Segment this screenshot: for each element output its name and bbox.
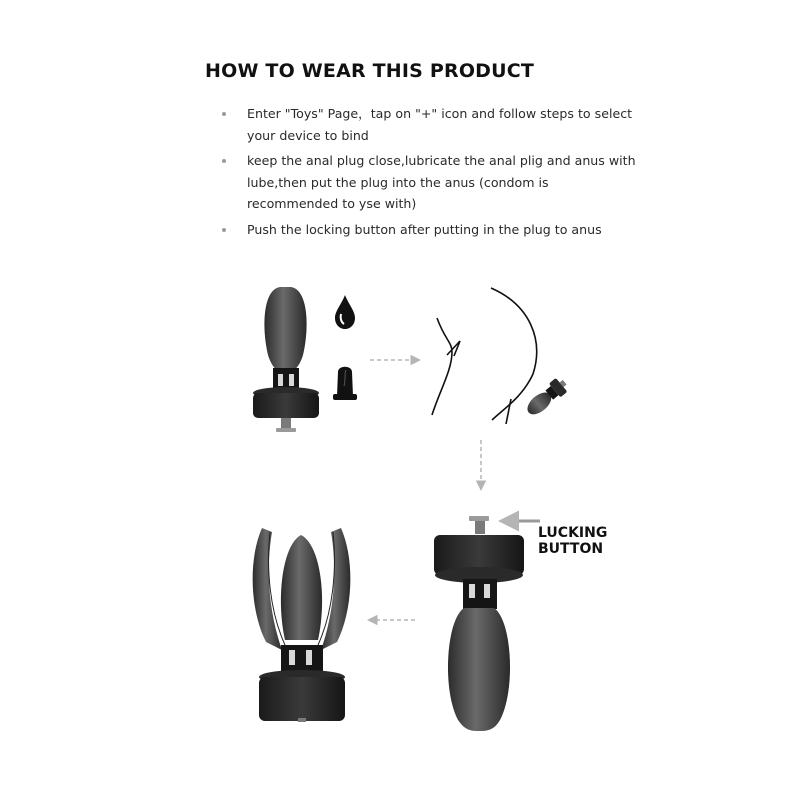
plug-inverted-device xyxy=(434,516,524,731)
page-title: HOW TO WEAR THIS PRODUCT xyxy=(205,60,535,82)
body-outline xyxy=(432,288,537,424)
plug-expanded-device xyxy=(253,528,351,722)
condom-icon xyxy=(333,367,357,400)
instruction-text: Push the locking button after putting in the plug to anus xyxy=(247,221,602,237)
lube-drop-icon xyxy=(335,295,355,329)
instruction-text: Enter "Toys" Page，tap on "+" icon and follow steps to select your device to bind xyxy=(247,106,633,143)
callout-label-line2: BUTTON xyxy=(538,541,604,557)
plug-closed-device xyxy=(253,287,319,432)
callout-label-line1: LUCKING xyxy=(538,525,608,541)
instruction-text: keep the anal plug close,lubricate the anal plig and anus with lube,then put the plug into the anus (condom is recommended to yse with) xyxy=(247,153,636,211)
plug-small-device xyxy=(523,375,571,419)
